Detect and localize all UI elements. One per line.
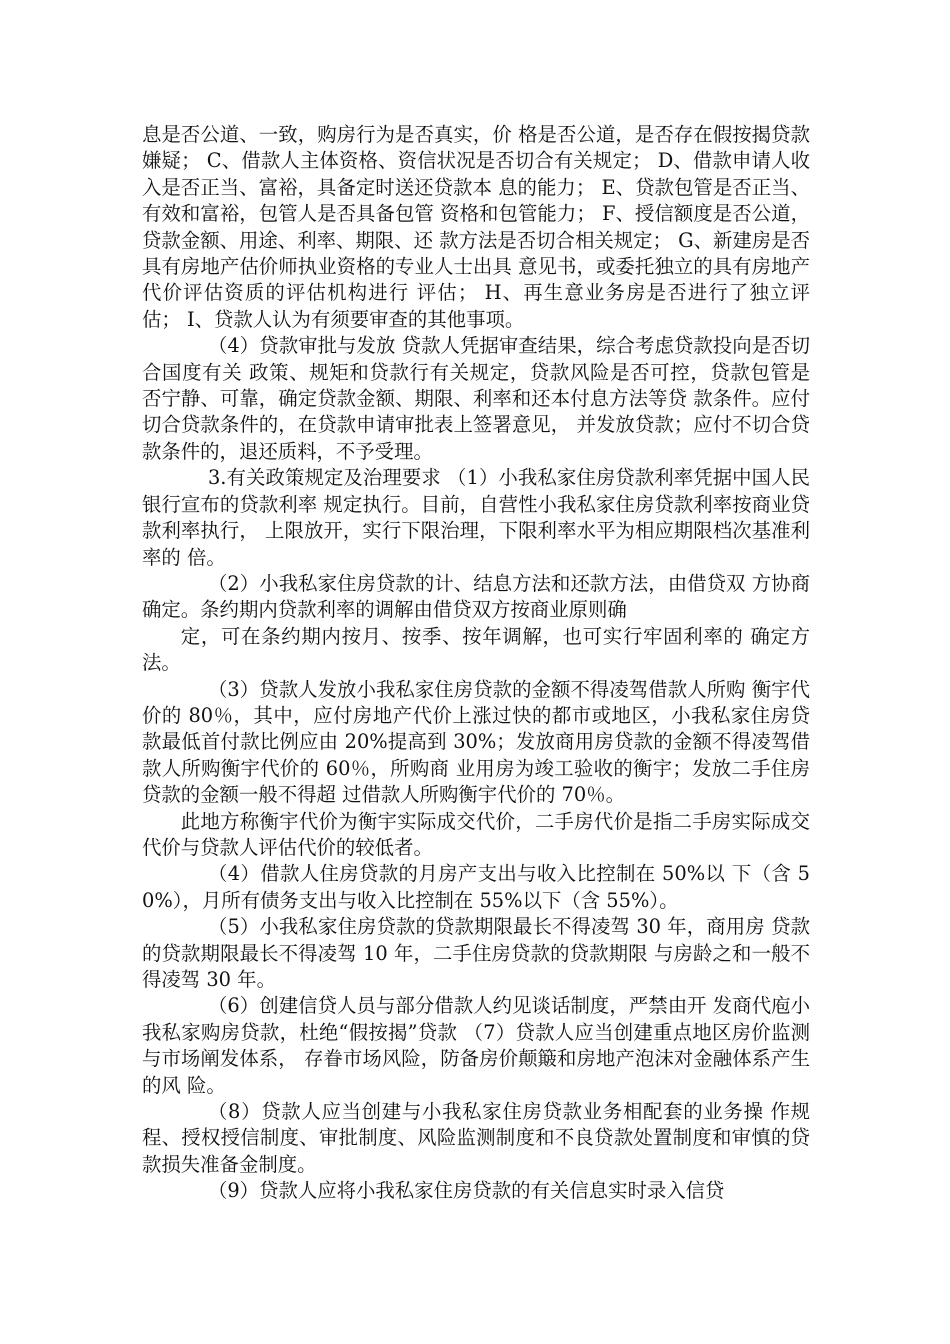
paragraph-procedures: （8）贷款人应当创建与小我私家住房贷款业务相配套的业务操 作规程、授权授信制度、审批制度、风险监测制度和不良贷款处置制度和审慎的贷款损失准备金制度。 <box>142 1100 810 1176</box>
paragraph-loan-term: （5）小我私家住房贷款的贷款期限最长不得凌驾 30 年，商用房 贷款的贷款期限最长不得凌驾 10 年，二手住房贷款的贷款期限 与房龄之和一般不得凌驾 30 年。 <box>142 915 810 991</box>
paragraph-interview-system: （6）创建信贷人员与部分借款人约见谈话制度，严禁由开 发商代庖小我私家购房贷款，杜绝“假按揭”贷款 （7）贷款人应当创建重点地区房价监测与市场阐发体系， 存眷市场风险，防备房价颠簸和房地产泡沫对金融体系产生的风 险。 <box>142 994 810 1097</box>
paragraph-credit-info: （9）贷款人应将小我私家住房贷款的有关信息实时录入信贷 <box>207 1179 725 1203</box>
paragraph-review-items: 息是否公道、一致，购房行为是否真实，价 格是否公道，是否存在假按揭贷款嫌疑； C、借款人主体资格、资信状况是否切合有关规定； D、借款申请人收入是否正当、富裕，具备定时送还贷款本 息的能力； E、贷款包管是否正当、有效和富裕，包管人是否具备包管 资格和包管能力； F、授信额度是否公道，贷款金额、用途、利率、期限、还 款方法是否切合相关规定； G、新建房是否具有房地产估价师执业资格的专业人士出具 意见书，或委托独立的具有房地产代价评估资质的评估机构进行 评估； H、再生意业务房是否进行了独立评估； I、贷款人认为有须要审查的其他事项。 <box>142 123 810 331</box>
document-body <box>142 122 810 1205</box>
paragraph-approval: （4）贷款审批与发放 贷款人凭据审查结果，综合考虑贷款投向是否切合国度有关 政策、规矩和贷款行有关规定，贷款风险是否可控，贷款包管是 否宁静、可靠，确定贷款金额、期限、利率和还本付息方法等贷 款条件。应付切合贷款条件的，在贷款申请审批表上签署意见， 并发放贷款；应付不切合贷款条件的，退还质料，不予受理。 <box>142 334 810 463</box>
paragraph-price-definition: 此地方称衡宇代价为衡宇实际成交代价，二手房代价是指二手房实际成交代价与贷款人评估代价的较低者。 <box>142 809 810 859</box>
paragraph-debt-ratio: （4）借款人住房贷款的月房产支出与收入比控制在 50%以 下（含 50%），月所有债务支出与收入比控制在 55%以下（含 55%）。 <box>142 862 810 912</box>
paragraph-interest-method: （2）小我私家住房贷款的计、结息方法和还款方法，由借贷双 方协商确定。条约期内贷款利率的调解由借贷双方按商业原则确 <box>142 571 810 622</box>
paragraph-policy-rate: 3.有关政策规定及治理要求 （1）小我私家住房贷款利率凭据中国人民银行宣布的贷款利率 规定执行。目前，自营性小我私家住房贷款利率按商业贷款利率执行， 上限放开，实行下限治理，下限利率水平为相应期限档次基准利 率的 倍。 <box>142 466 810 569</box>
paragraph-loan-amount: （3）贷款人发放小我私家住房贷款的金额不得凌驾借款人所购 衡宇代价的 80％，其中，应付房地产代价上涨过快的都市或地区，小我私家住房贷款最低首付款比例应由 20%提高到 30%；发放商用房贷款的金额不得凌驾借款人所购衡宇代价的 60％，所购商 业用房为竣工验收的衡宇；发放二手住房贷款的金额一般不得超 过借款人所购衡宇代价的 70％。 <box>142 677 810 807</box>
paragraph-rate-adjustment: 定，可在条约期内按月、按季、按年调解，也可实行牢固利率的 确定方法。 <box>142 624 810 675</box>
